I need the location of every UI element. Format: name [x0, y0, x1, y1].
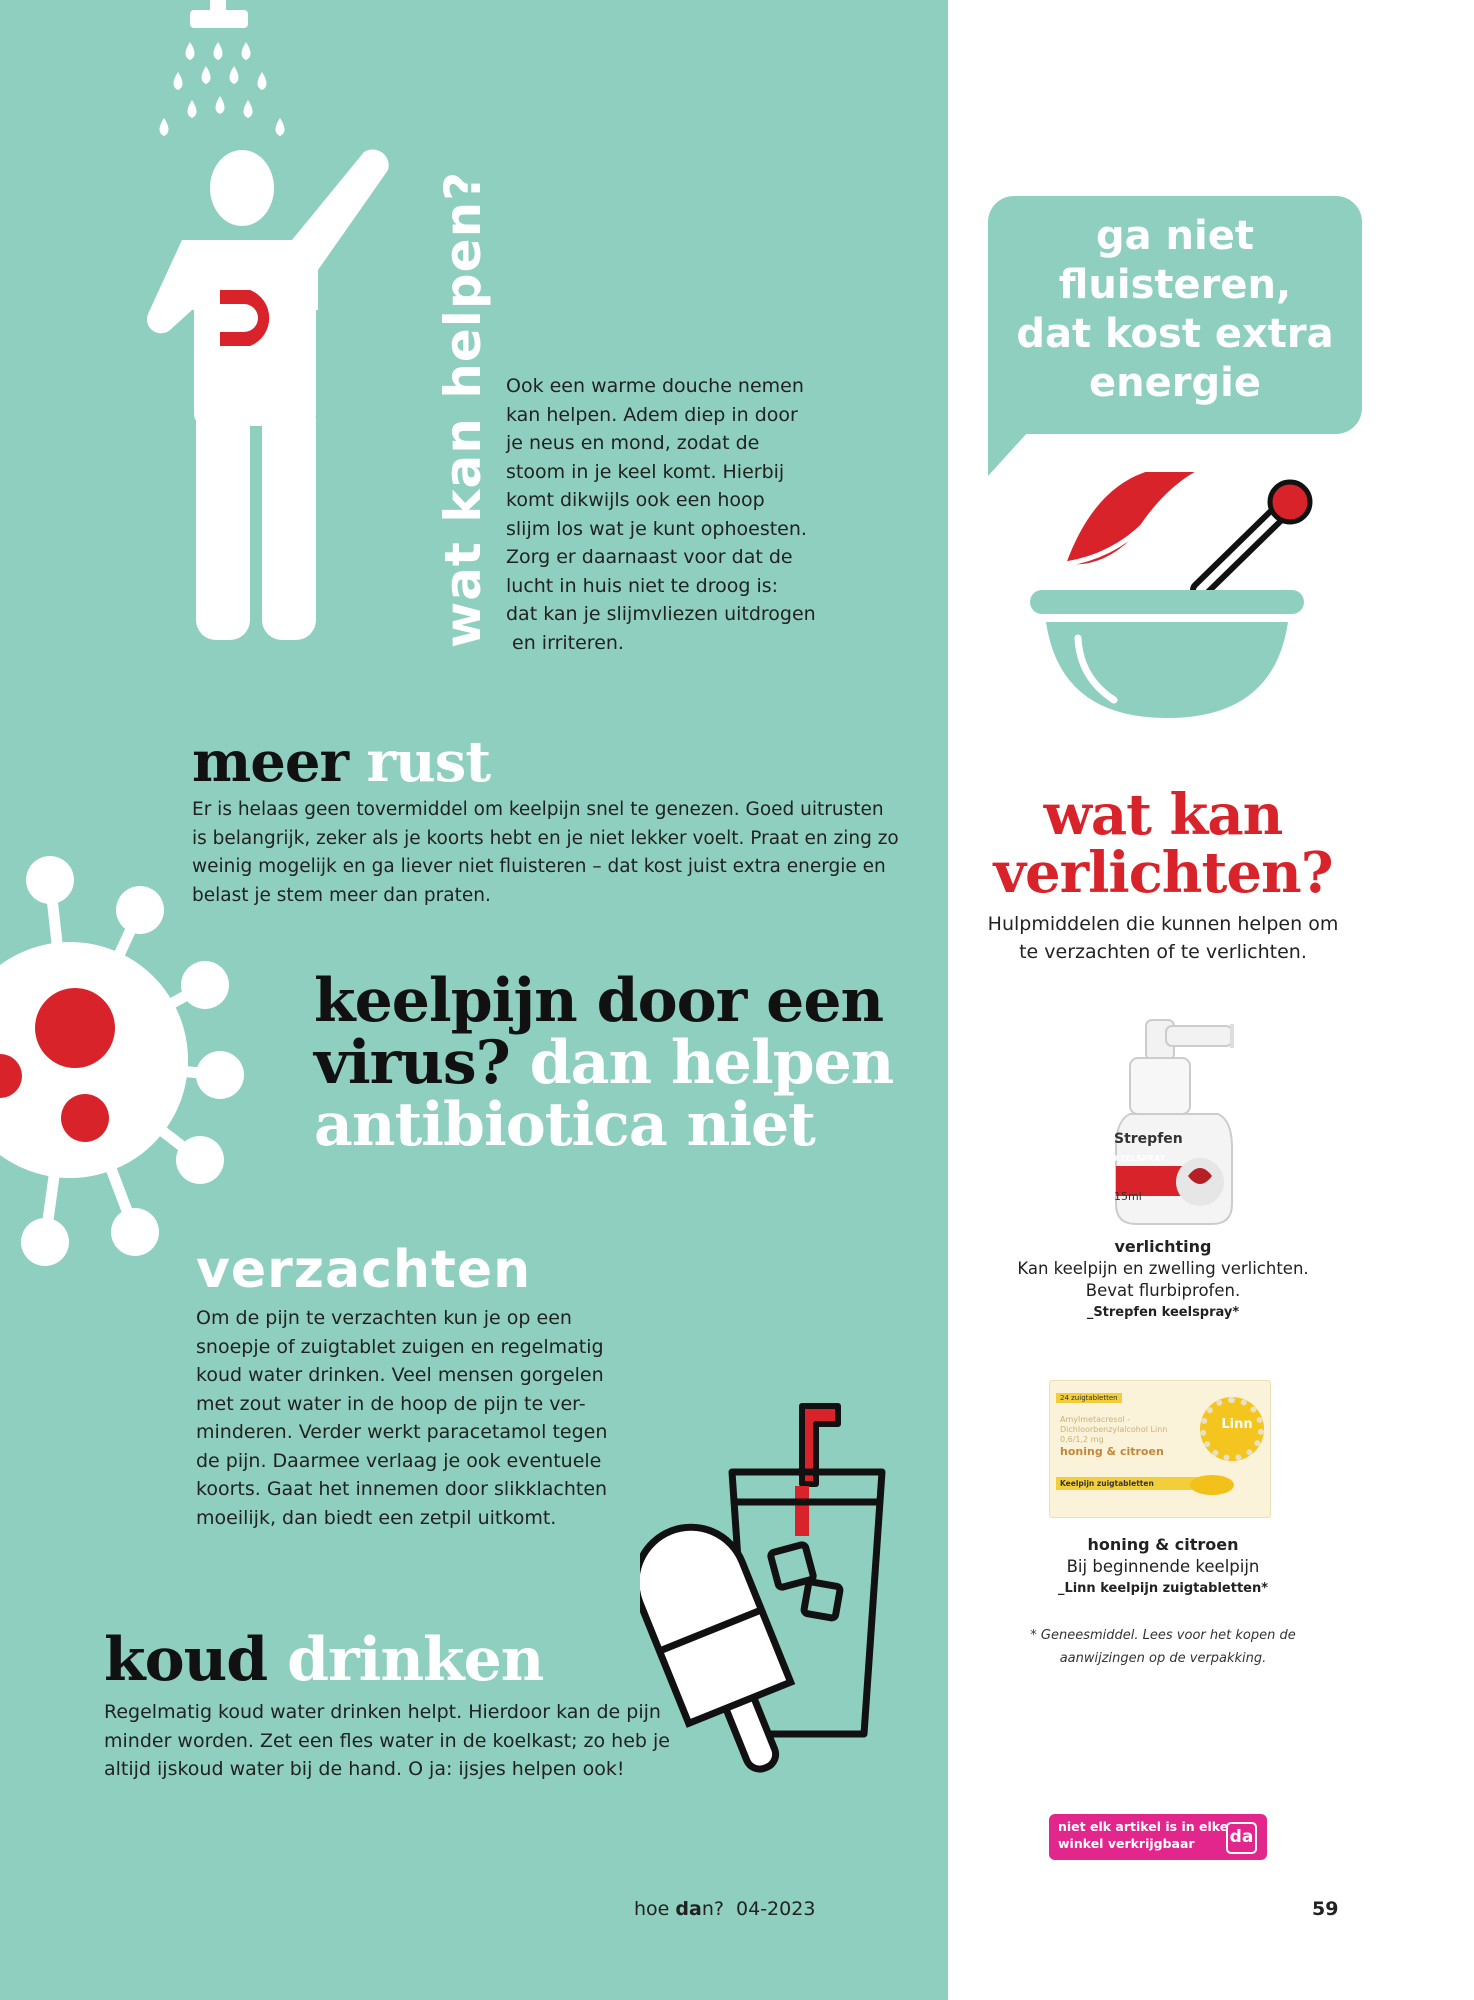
bubble-line: ga niet [1096, 213, 1254, 259]
verlichten-heading-line2: verlichten? [993, 840, 1333, 906]
product-heading: honing & citroen [1087, 1535, 1239, 1554]
shower-person-icon [120, 0, 400, 650]
text-line: koorts. Gaat het innemen door slikklachten [196, 1478, 608, 1500]
rust-heading-light: rust [366, 729, 491, 795]
text-line: Om de pijn te verzachten kun je op een [196, 1307, 572, 1329]
footnote-line: * Geneesmiddel. Lees voor het kopen de [1030, 1628, 1296, 1643]
text-line: de pijn. Daarmee verlaag je ook eventuele [196, 1449, 602, 1472]
text-line: en irriteren. [506, 631, 624, 654]
da-logo: da [1226, 1822, 1257, 1854]
text-line: moeilijk, dan biedt een zetpil uitkomt. [196, 1506, 557, 1529]
text-line: Regelmatig koud water drinken helpt. Hierdoor kan de pijn [104, 1701, 661, 1723]
vertical-title: wat kan helpen? [434, 170, 492, 648]
text-line: lucht in huis niet te droog is: [506, 574, 779, 597]
koud-heading-dark: koud [104, 1625, 268, 1695]
pack-dose: 0,6/1,2 mg [1060, 1435, 1104, 1444]
pack-product: Keelpijn zuigtabletten [1056, 1477, 1214, 1490]
product-description: Bij beginnende keelpijn [1066, 1557, 1260, 1576]
magazine-footer [634, 1898, 815, 1920]
virus-heading-dark: virus? [314, 1028, 510, 1098]
pack-lozenge [1190, 1475, 1234, 1495]
strepfen-pack-label [1114, 1132, 1184, 1204]
magazine-name-pre: hoe [634, 1898, 676, 1920]
pack-top: 24 zuigtabletten [1056, 1393, 1122, 1403]
bubble-line: fluisteren, [1058, 262, 1292, 308]
subtitle-line: te verzachten of te verlichten. [1019, 941, 1307, 963]
text-line: minderen. Verder werkt paracetamol tegen [196, 1421, 608, 1443]
text-line: Er is helaas geen tovermiddel om keelpijn snel te genezen. Goed uitrusten [192, 799, 884, 820]
cold-drink-icon [640, 1396, 900, 1796]
text-line: weinig mogelijk en ga liever niet fluisteren – dat kost juist extra energie en [192, 856, 886, 877]
verzachten-paragraph [196, 1304, 607, 1532]
text-line: kan helpen. Adem diep in door [506, 403, 798, 426]
product-name: _Linn keelpijn zuigtabletten* [1057, 1581, 1269, 1596]
product-1-info [968, 1236, 1358, 1324]
badge-line: niet elk artikel is in elke [1058, 1819, 1229, 1834]
text-line: stoom in je keel komt. Hierbij [506, 460, 785, 483]
text-line: komt dikwijls ook een hoop [506, 489, 765, 511]
subtitle-line: Hulpmiddelen die kunnen helpen om [987, 913, 1339, 935]
product-description: Kan keelpijn en zwelling verlichten. [1017, 1259, 1309, 1278]
product-2-info [968, 1534, 1358, 1600]
text-line: minder worden. Zet een fles water in de koelkast; zo heb je [104, 1729, 670, 1752]
magazine-name-bold: da [675, 1898, 702, 1920]
verlichten-subtitle [968, 910, 1358, 966]
page-number: 59 [1312, 1898, 1339, 1920]
text-line: met zout water in de hoop de pijn te ver- [196, 1392, 586, 1415]
rust-paragraph [192, 796, 899, 910]
pack-volume: 15ml [1114, 1190, 1142, 1203]
text-line: belast je stem meer dan praten. [192, 884, 491, 906]
pack-brand: Linn [1221, 1417, 1253, 1432]
availability-badge-text [1058, 1818, 1228, 1852]
virus-icon [0, 850, 260, 1270]
badge-line: winkel verkrijgbaar [1058, 1836, 1195, 1851]
linn-pack-image [1049, 1380, 1271, 1518]
koud-heading-light: drinken [287, 1625, 544, 1695]
product-description: Bevat flurbiprofen. [1085, 1281, 1241, 1300]
footnote [968, 1624, 1358, 1670]
shower-paragraph [506, 372, 816, 657]
koud-paragraph [104, 1698, 670, 1784]
text-line: dat kan je slijmvliezen uitdrogen [506, 603, 816, 625]
footnote-line: aanwijzingen op de verpakking. [1059, 1651, 1267, 1666]
text-line: je neus en mond, zodat de [506, 432, 760, 454]
bubble-line: energie [1089, 360, 1261, 406]
text-line: snoepje of zuigtablet zuigen en regelmatig [196, 1335, 604, 1358]
pack-brand: Strepfen [1114, 1131, 1183, 1147]
virus-heading-line2 [314, 1028, 894, 1098]
pack-ingredient: Amylmetacresol - [1060, 1415, 1131, 1424]
text-line: is belangrijk, zeker als je koorts hebt en je niet lekker voelt. Praat en zing zo [192, 827, 899, 849]
product-heading: verlichting [1114, 1237, 1212, 1256]
pack-ingredient: Dichloorbenzylalcohol Linn [1060, 1425, 1168, 1434]
text-line: koud water drinken. Veel mensen gorgelen [196, 1364, 604, 1386]
bubble-line: dat kost extra [1016, 311, 1334, 357]
mortar-pestle-icon [1026, 472, 1326, 722]
magazine-name-post: n? [701, 1898, 724, 1920]
pack-flavor: honing & citroen [1060, 1445, 1164, 1458]
text-line: altijd ijskoud water bij de hand. O ja: ijsjes helpen ook! [104, 1758, 625, 1780]
rust-heading [192, 730, 490, 794]
verlichten-heading [968, 782, 1358, 906]
pack-sub: KEELSPRAY [1114, 1154, 1166, 1163]
speech-bubble-text [988, 212, 1362, 408]
verzachten-heading: verzachten [196, 1240, 532, 1300]
koud-heading [104, 1626, 543, 1694]
text-line: Ook een warme douche nemen [506, 375, 804, 397]
verlichten-heading-line1: wat kan [1043, 782, 1283, 848]
product-name: _Strepfen keelspray* [1086, 1305, 1240, 1320]
virus-heading [314, 966, 894, 1160]
text-line: slijm los wat je kunt ophoesten. [506, 517, 807, 540]
virus-heading-line3: antibiotica niet [314, 1090, 815, 1160]
virus-heading-line1: keelpijn door een [314, 966, 884, 1036]
text-line: Zorg er daarnaast voor dat de [506, 546, 793, 568]
magazine-issue: 04-2023 [736, 1898, 816, 1920]
rust-heading-dark: meer [192, 729, 349, 795]
virus-heading-light: dan helpen [529, 1028, 894, 1098]
